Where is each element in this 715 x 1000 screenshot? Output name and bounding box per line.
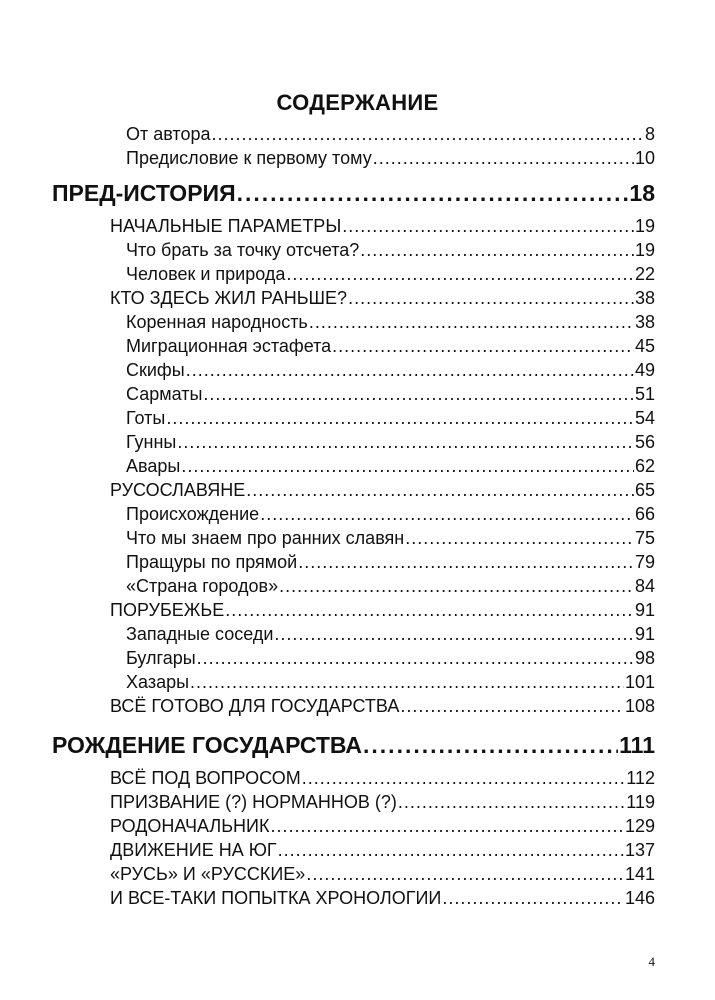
toc-section[interactable]: [110, 768, 655, 792]
toc-entry-title: Авары: [126, 456, 181, 476]
leader-dots: [225, 600, 634, 621]
leader-dots: [186, 360, 634, 381]
toc-entry-title: «Страна городов»: [126, 576, 279, 596]
leader-dots: [286, 264, 634, 285]
leader-dots: [203, 384, 634, 405]
page-number: 4: [648, 954, 655, 969]
toc-entry[interactable]: [126, 336, 655, 360]
leader-dots: [260, 504, 634, 525]
leader-dots: [405, 528, 634, 549]
toc-entry[interactable]: [126, 312, 655, 336]
toc-entry-page: 84: [634, 576, 655, 596]
toc-entry-title: Происхождение: [126, 504, 260, 524]
leader-dots: [306, 864, 624, 885]
leader-dots: [442, 888, 624, 909]
toc-entry-from-author[interactable]: [126, 124, 655, 148]
leader-dots: [360, 240, 634, 261]
toc-section[interactable]: [110, 840, 655, 864]
leader-dots: [400, 696, 624, 717]
toc-entry-page: 66: [634, 504, 655, 524]
leader-dots: [246, 480, 634, 501]
leader-dots: [270, 816, 624, 837]
toc-entry-title: РОДОНАЧАЛЬНИК: [110, 816, 270, 836]
toc-entry-page: 98: [634, 648, 655, 668]
leader-dots: [373, 148, 634, 169]
toc-entry-page: 146: [624, 888, 655, 908]
toc-entry-page: 75: [634, 528, 655, 548]
toc-entry-page: 79: [634, 552, 655, 572]
toc-section-who-lived-here[interactable]: [110, 288, 655, 312]
toc-entry-title: «РУСЬ» И «РУССКИЕ»: [110, 864, 306, 884]
toc-entry-page: 8: [644, 124, 655, 144]
toc-entry-title: Человек и природа: [126, 264, 286, 284]
toc-entry-page: 54: [634, 408, 655, 428]
toc-entry[interactable]: [126, 360, 655, 384]
toc-part-pre-history[interactable]: [52, 180, 655, 210]
toc-entry-page: 129: [624, 816, 655, 836]
toc-entry-title: Булгары: [126, 648, 196, 668]
toc-entry[interactable]: [126, 552, 655, 576]
leader-dots: [197, 648, 634, 669]
toc-entry-title: Гунны: [126, 432, 177, 452]
toc-entry-title: ПРИЗВАНИЕ (?) НОРМАННОВ (?): [110, 792, 397, 812]
toc-entry-page: 38: [634, 288, 655, 308]
toc-section-borderlands[interactable]: [110, 600, 655, 624]
toc-entry-title: И ВСЕ-ТАКИ ПОПЫТКА ХРОНОЛОГИИ: [110, 888, 442, 908]
toc-entry-page: 91: [634, 600, 655, 620]
leader-dots: [309, 312, 634, 333]
leader-dots: [177, 432, 634, 453]
toc-entry-page: 141: [624, 864, 655, 884]
toc-entry-title: Хазары: [126, 672, 190, 692]
leader-dots: [212, 124, 644, 145]
toc-entry-title: ПОРУБЕЖЬЕ: [110, 600, 225, 620]
toc-entry-page: 19: [634, 216, 655, 236]
toc-entry[interactable]: [126, 384, 655, 408]
toc-entry-page: 49: [634, 360, 655, 380]
leader-dots: [398, 792, 625, 813]
toc-entry-title: НАЧАЛЬНЫЕ ПАРАМЕТРЫ: [110, 216, 342, 236]
toc-entry-title: КТО ЗДЕСЬ ЖИЛ РАНЬШЕ?: [110, 288, 348, 308]
toc-entry[interactable]: [126, 264, 655, 288]
toc-entry-page: 45: [634, 336, 655, 356]
leader-dots: [298, 552, 634, 573]
toc-entry-title: Миграционная эстафета: [126, 336, 332, 356]
toc-entry-page: 10: [634, 148, 655, 168]
toc-part-title: ПРЕД-ИСТОРИЯ: [52, 180, 236, 206]
toc-entry-page: 56: [634, 432, 655, 452]
toc-entry-page: 38: [634, 312, 655, 332]
toc-entry-page: 91: [634, 624, 655, 644]
toc-section[interactable]: [110, 864, 655, 888]
toc-entry-title: Сарматы: [126, 384, 203, 404]
toc-entry[interactable]: [126, 624, 655, 648]
toc-entry-title: Скифы: [126, 360, 185, 380]
toc-entry-page: 62: [634, 456, 655, 476]
toc-entry-page: 65: [634, 480, 655, 500]
toc-entry-page: 101: [624, 672, 655, 692]
leader-dots: [190, 672, 624, 693]
toc-entry-page: 137: [624, 840, 655, 860]
toc-entry-title: Готы: [126, 408, 166, 428]
leader-dots: [237, 180, 629, 207]
toc-entry-preface[interactable]: [126, 148, 655, 172]
leader-dots: [278, 840, 624, 861]
toc-entry-title: ВСЁ ГОТОВО ДЛЯ ГОСУДАРСТВА: [110, 696, 400, 716]
toc-section-initial-parameters[interactable]: [110, 216, 655, 240]
toc-entry[interactable]: [126, 504, 655, 528]
toc-entry-title: Пращуры по прямой: [126, 552, 298, 572]
leader-dots: [332, 336, 634, 357]
toc-section[interactable]: [110, 888, 655, 912]
toc-entry-title: ДВИЖЕНИЕ НА ЮГ: [110, 840, 277, 860]
toc-entry[interactable]: [126, 432, 655, 456]
toc-entry[interactable]: [126, 456, 655, 480]
toc-entry-title: От автора: [126, 124, 211, 144]
leader-dots: [342, 216, 634, 237]
toc-entry[interactable]: [126, 672, 655, 696]
toc-entry-page: 108: [624, 696, 655, 716]
toc-entry-page: 22: [634, 264, 655, 284]
toc-section-russlavs[interactable]: [110, 480, 655, 504]
toc-section-ready-for-state[interactable]: [110, 696, 655, 720]
leader-dots: [302, 768, 626, 789]
leader-dots: [363, 732, 618, 759]
toc-entry[interactable]: [126, 576, 655, 600]
toc-entry-page: 119: [626, 792, 655, 812]
leader-dots: [348, 288, 634, 309]
toc-entry-title: Что брать за точку отсчета?: [126, 240, 360, 260]
toc-part-page: 111: [619, 732, 655, 758]
toc-entry[interactable]: [126, 528, 655, 552]
toc-entry-page: 112: [626, 768, 655, 788]
leader-dots: [166, 408, 634, 429]
toc-part-title: РОЖДЕНИЕ ГОСУДАРСТВА: [52, 732, 363, 758]
toc-entry-title: Предисловие к первому тому: [126, 148, 372, 168]
toc-part-birth-of-state[interactable]: [52, 732, 655, 762]
page-title: СОДЕРЖАНИЕ: [276, 90, 439, 115]
toc-entry-page: 51: [634, 384, 655, 404]
toc-entry-title: Западные соседи: [126, 624, 274, 644]
toc-entry[interactable]: [126, 408, 655, 432]
toc-entry-title: Что мы знаем про ранних славян: [126, 528, 405, 548]
leader-dots: [274, 624, 634, 645]
toc-entry-title: ВСЁ ПОД ВОПРОСОМ: [110, 768, 301, 788]
leader-dots: [279, 576, 634, 597]
toc-section[interactable]: [110, 816, 655, 840]
toc-entry-page: 19: [634, 240, 655, 260]
toc-section[interactable]: [110, 792, 655, 816]
toc-entry[interactable]: [126, 240, 655, 264]
leader-dots: [181, 456, 634, 477]
toc-entry-title: Коренная народность: [126, 312, 308, 332]
toc-entry-title: РУСОСЛАВЯНЕ: [110, 480, 246, 500]
toc-entry[interactable]: [126, 648, 655, 672]
toc-part-page: 18: [629, 180, 655, 206]
